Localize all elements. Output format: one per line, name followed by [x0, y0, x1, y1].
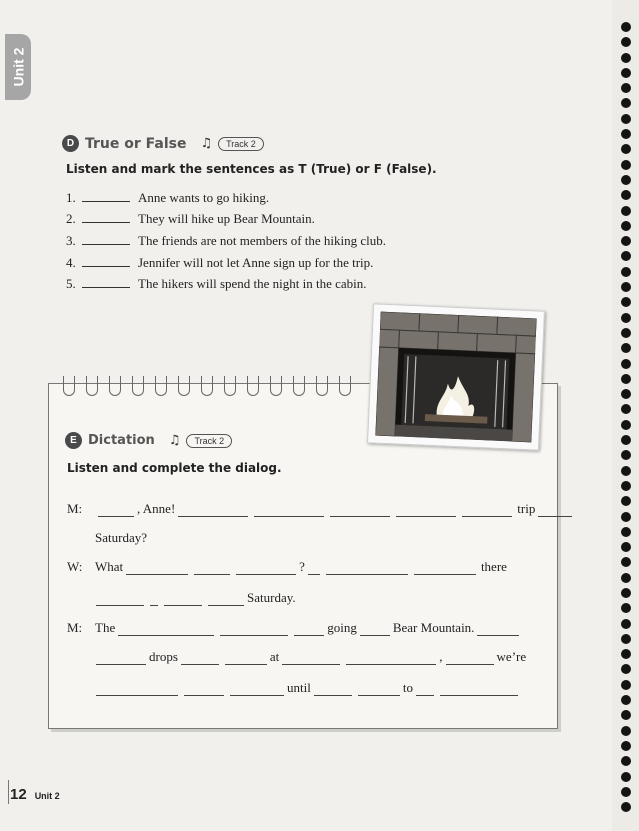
answer-blank[interactable]	[82, 244, 130, 245]
dictation-blank[interactable]	[416, 684, 434, 696]
binding-hole	[621, 481, 631, 491]
dictation-blank[interactable]	[164, 594, 202, 606]
dictation-blank[interactable]	[294, 624, 324, 636]
unit-tab	[5, 34, 31, 100]
section-e-instruction: Listen and complete the dialog.	[67, 461, 282, 475]
binding-hole	[621, 726, 631, 736]
dictation-blank[interactable]	[308, 563, 320, 575]
dialog-line-m2: M: The going Bear Mountain.	[67, 620, 522, 636]
binding-hole	[621, 557, 631, 567]
dictation-blank[interactable]	[346, 653, 436, 665]
answer-blank[interactable]	[82, 201, 130, 202]
dictation-blank[interactable]	[282, 653, 340, 665]
list-item: 1. Anne wants to go hiking.	[66, 189, 270, 205]
dictation-blank[interactable]	[181, 653, 219, 665]
dictation-blank[interactable]	[326, 563, 408, 575]
dialog-line-m2-cont2: until to	[93, 680, 521, 696]
binding-hole	[621, 160, 631, 170]
dictation-blank[interactable]	[118, 624, 214, 636]
dictation-blank[interactable]	[230, 684, 284, 696]
binding-hole	[621, 22, 631, 32]
true-false-list	[66, 184, 486, 292]
binding-hole	[621, 512, 631, 522]
binding-hole	[621, 313, 631, 323]
binding-hole	[621, 144, 631, 154]
dialog-line-w: W: What ? there	[67, 559, 507, 574]
binding-hole	[621, 98, 631, 108]
notebook-rings	[63, 376, 351, 396]
page-footer	[10, 786, 60, 803]
binding-hole	[621, 466, 631, 476]
section-d-badge: D	[62, 135, 79, 152]
binding-hole	[621, 267, 631, 277]
dialog-line-m1-cont: Saturday?	[95, 530, 147, 545]
section-e-badge: E	[65, 432, 82, 449]
binding-hole	[621, 603, 631, 613]
binding-hole	[621, 756, 631, 766]
dictation-blank[interactable]	[538, 505, 572, 517]
binding-hole	[621, 190, 631, 200]
spiral-binding	[619, 22, 633, 822]
binding-hole	[621, 37, 631, 47]
binding-hole	[621, 649, 631, 659]
binding-hole	[621, 787, 631, 797]
binding-hole	[621, 175, 631, 185]
headphones-icon: ♫	[168, 433, 181, 448]
dictation-blank[interactable]	[358, 684, 400, 696]
dictation-blank[interactable]	[462, 505, 512, 517]
binding-hole	[621, 619, 631, 629]
binding-hole	[621, 710, 631, 720]
page-number: 12	[10, 786, 27, 803]
dictation-blank[interactable]	[414, 563, 476, 575]
binding-hole	[621, 359, 631, 369]
section-e-heading	[65, 432, 232, 449]
dictation-blank[interactable]	[360, 624, 390, 636]
dictation-blank[interactable]	[236, 563, 296, 575]
dictation-blank[interactable]	[446, 653, 494, 665]
answer-blank[interactable]	[82, 222, 130, 223]
binding-hole	[621, 114, 631, 124]
dictation-blank[interactable]	[126, 563, 188, 575]
binding-hole	[621, 129, 631, 139]
dictation-blank[interactable]	[396, 505, 456, 517]
binding-hole	[621, 251, 631, 261]
binding-hole	[621, 527, 631, 537]
section-d-track: Track 2	[218, 137, 264, 151]
list-item: 4. Jennifer will not let Anne sign up for the trip.	[66, 254, 374, 270]
footer-divider	[8, 780, 9, 804]
binding-hole	[621, 297, 631, 307]
binding-hole	[621, 53, 631, 63]
binding-hole	[621, 68, 631, 78]
fireplace-photo	[367, 303, 545, 450]
dialog-line-m1: M: , Anne! trip	[67, 501, 575, 517]
section-d-title: True or False	[85, 135, 187, 152]
dictation-blank[interactable]	[330, 505, 390, 517]
headphones-icon: ♫	[200, 136, 213, 151]
dictation-blank[interactable]	[178, 505, 248, 517]
dictation-blank[interactable]	[477, 624, 519, 636]
dictation-blank[interactable]	[194, 563, 230, 575]
dictation-blank[interactable]	[184, 684, 224, 696]
dictation-blank[interactable]	[254, 505, 324, 517]
dictation-blank[interactable]	[150, 594, 158, 606]
binding-hole	[621, 802, 631, 812]
binding-hole	[621, 542, 631, 552]
binding-hole	[621, 83, 631, 93]
list-item: 3. The friends are not members of the hiking club.	[66, 233, 387, 249]
unit-tab-label: Unit 2	[10, 47, 27, 87]
dictation-blank[interactable]	[225, 653, 267, 665]
footer-unit: Unit 2	[34, 791, 60, 801]
binding-hole	[621, 404, 631, 414]
binding-hole	[621, 236, 631, 246]
binding-hole	[621, 389, 631, 399]
binding-hole	[621, 772, 631, 782]
section-e-title: Dictation	[88, 433, 155, 448]
section-e-track: Track 2	[186, 434, 232, 448]
binding-hole	[621, 741, 631, 751]
binding-hole	[621, 450, 631, 460]
binding-hole	[621, 374, 631, 384]
binding-hole	[621, 343, 631, 353]
binding-hole	[621, 496, 631, 506]
binding-hole	[621, 206, 631, 216]
dialog-line-m2-cont1: drops at , we’re	[93, 649, 526, 665]
dictation-blank[interactable]	[440, 684, 518, 696]
binding-hole	[621, 680, 631, 690]
section-d-heading	[62, 135, 264, 152]
binding-hole	[621, 588, 631, 598]
section-d-instruction: Listen and mark the sentences as T (True) or F (False).	[66, 162, 437, 176]
dialog-line-w-cont: Saturday.	[93, 590, 296, 606]
binding-hole	[621, 221, 631, 231]
dictation-blank[interactable]	[96, 684, 178, 696]
binding-hole	[621, 695, 631, 705]
binding-hole	[621, 420, 631, 430]
binding-hole	[621, 664, 631, 674]
dictation-blank[interactable]	[220, 624, 288, 636]
list-item: 2. They will hike up Bear Mountain.	[66, 211, 315, 227]
dictation-blank[interactable]	[98, 505, 134, 517]
binding-hole	[621, 328, 631, 338]
answer-blank[interactable]	[82, 266, 130, 267]
list-item: 5. The hikers will spend the night in the cabin.	[66, 276, 367, 292]
dictation-blank[interactable]	[96, 653, 146, 665]
dictation-blank[interactable]	[96, 594, 144, 606]
binding-hole	[621, 634, 631, 644]
dictation-blank[interactable]	[314, 684, 352, 696]
answer-blank[interactable]	[82, 287, 130, 288]
binding-hole	[621, 282, 631, 292]
binding-hole	[621, 573, 631, 583]
binding-hole	[621, 435, 631, 445]
dictation-blank[interactable]	[208, 594, 244, 606]
